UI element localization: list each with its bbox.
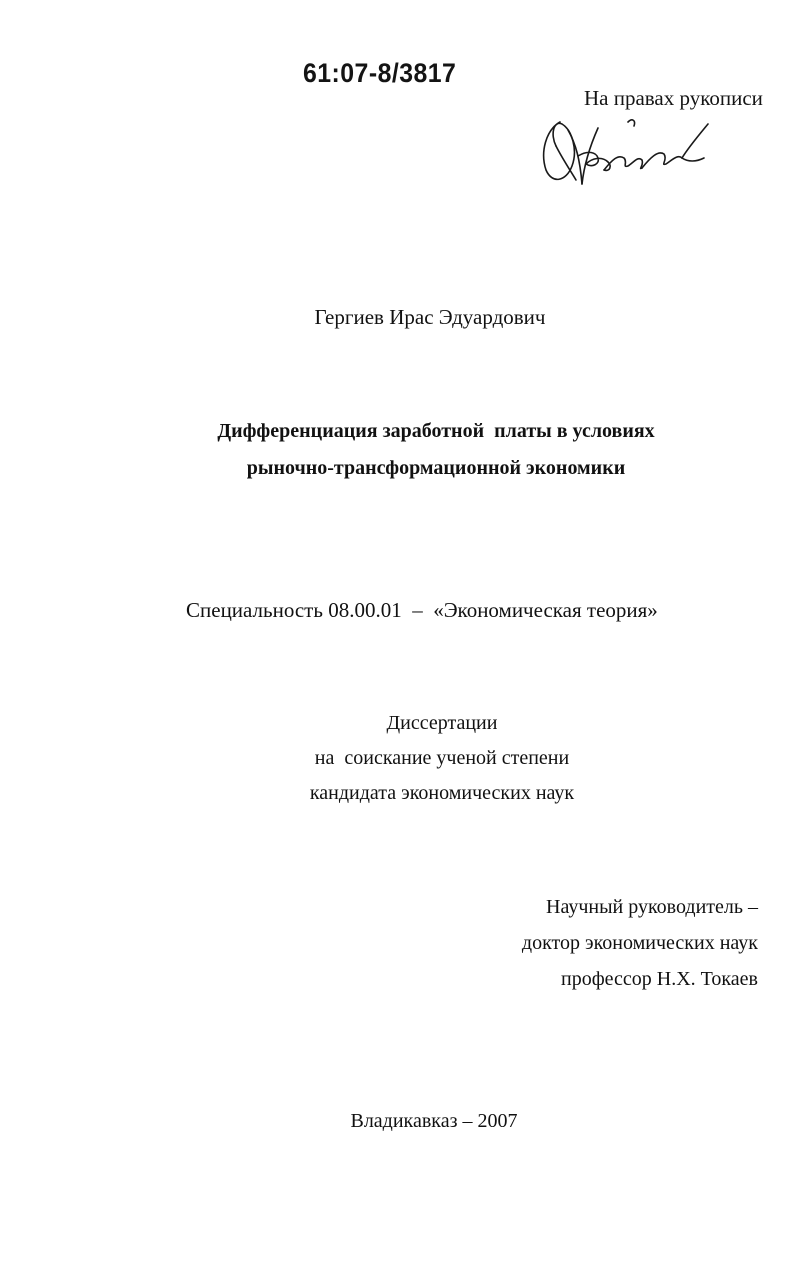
document-number-stamp: 61:07-8/3817 (303, 58, 457, 88)
supervisor-line-3: профессор Н.Х. Токаев (560, 968, 758, 990)
place-and-year: Владикавказ – 2007 (350, 1110, 518, 1132)
specialty-line: Специальность 08.00.01 – «Экономическая теория» (186, 598, 658, 622)
supervisor-line-2: доктор экономических наук (521, 932, 758, 954)
dissertation-title (0, 413, 796, 487)
degree-line-2: на соискание ученой степени (314, 747, 570, 769)
author-name: Гергиев Ирас Эдуардович (314, 305, 546, 329)
handwritten-signature (532, 100, 722, 192)
title-line-1: Дифференциация заработной платы в условиях (217, 420, 655, 442)
degree-block (0, 706, 796, 811)
degree-line-3: кандидата экономических наук (309, 782, 575, 804)
degree-line-1: Диссертации (386, 712, 498, 734)
supervisor-block (522, 889, 758, 997)
title-line-2: рыночно-трансформационной экономики (246, 457, 626, 479)
supervisor-line-1: Научный руководитель – (546, 896, 758, 918)
rights-note: На правах рукописи (584, 86, 763, 110)
